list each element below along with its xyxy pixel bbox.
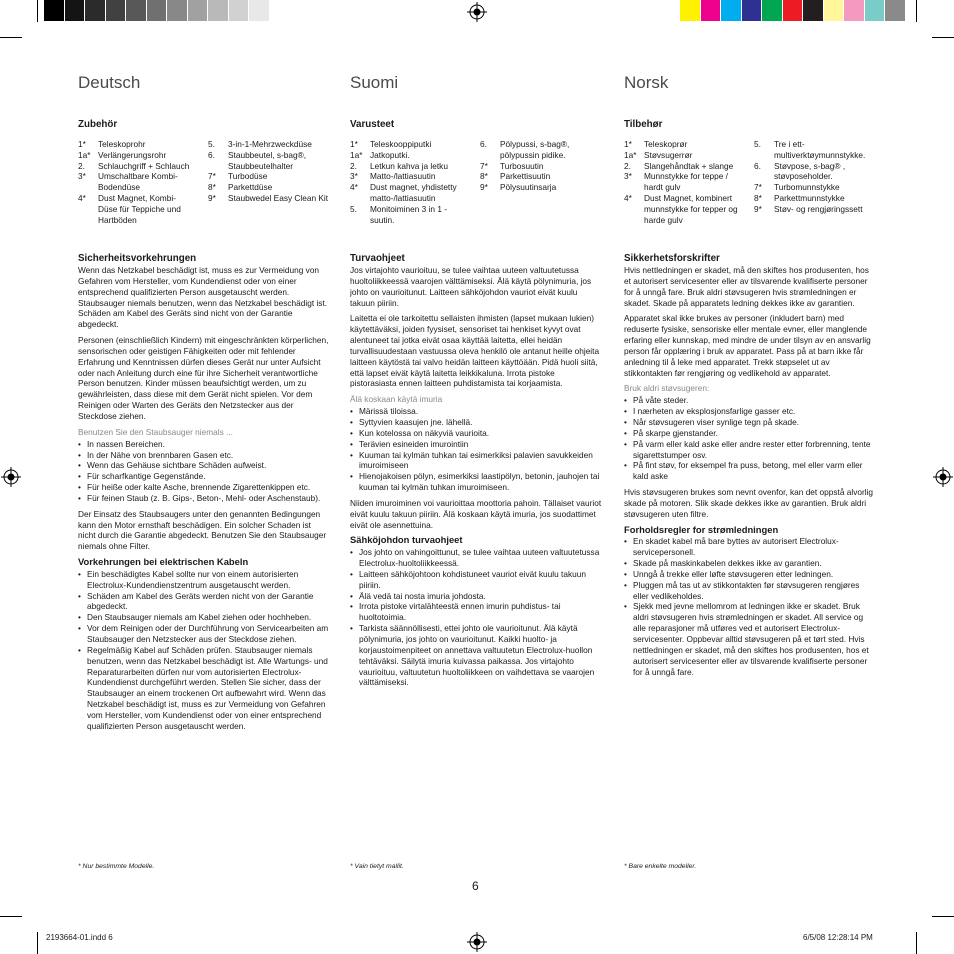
accessories-list-left — [350, 139, 470, 225]
language-heading: Suomi — [350, 73, 399, 92]
accessory-item — [78, 171, 190, 193]
accessory-number: 3* — [350, 171, 358, 182]
accessory-label: 3-in-1-Mehrzweckdüse — [228, 139, 312, 149]
body-paragraph: Apparatet skal ikke brukes av personer (inkludert barn) med reduserte fysiske, sensoriske eller mentale evner, eller manglende erfaring eller kunnskap, med mindre de under tilsyn av en ansvarlig person får opplæring i bruk av apparatet. Pass på at barn ikke får anledning til å leke med apparatet. Trekk støpselet ut av stikkontakten før rengjøring og vedlikehold av apparatet. — [624, 313, 871, 378]
body-paragraph: Wenn das Netzkabel beschädigt ist, muss es zur Vermeidung von Gefahren vom Hersteller, vom Kundendienst oder von einer entsprechend qualifizierten Person ausgetauscht werden. Staubsauger niemals benutzen, wenn das Netzkabel beschädigt ist. Schäden am Kabel des Geräts sind nicht von der Garantie abgedeckt. — [78, 265, 328, 330]
accessory-item — [480, 161, 604, 172]
accessory-label: Dust magnet, yhdistetty matto-/lattiasuutin — [370, 182, 457, 203]
accessory-label: Parkettmunnstykke — [774, 192, 845, 203]
cable-heading: Vorkehrungen bei elektrischen Kabeln — [78, 556, 249, 568]
accessory-label: Tre i ett-multiverktøymunnstykke. — [774, 139, 866, 160]
color-swatch — [844, 0, 865, 21]
footnote: * Nur bestimmte Modelle. — [78, 863, 155, 870]
accessory-number: 7* — [754, 182, 762, 193]
color-swatch — [270, 0, 291, 21]
list-item: • På våte steder. — [624, 395, 876, 406]
list-item: • Ein beschädigtes Kabel sollte nur von einem autorisierten Electrolux-Kundendienstzentrum ausgetauscht werden. — [78, 569, 330, 591]
list-item: • Terävien esineiden imurointiin — [350, 439, 602, 450]
accessory-number: 8* — [480, 171, 488, 182]
footnote: * Vain tietyt mallit. — [350, 863, 404, 870]
list-item: • Tarkista säännöllisesti, ettei johto ole vaurioitunut. Älä käytä pölynimuria, jos johto on vaurioitunut. Kaikki huolto- ja korjaustoimenpiteet on annettava valtuutetun Electrolux-huollon tehtäväksi. Säilytä imuria kuivassa paikassa. Jos virtajohto vaurioituu, valtuutetun huoltoliikkeen on vaihdettava se vaarojen välttämiseksi. — [350, 623, 602, 688]
accessory-item — [208, 139, 332, 150]
color-swatch — [742, 0, 763, 21]
language-heading: Norsk — [624, 73, 669, 92]
accessory-item — [480, 182, 604, 193]
list-item: • In der Nähe von brennbaren Gasen etc. — [78, 450, 330, 461]
accessory-number: 9* — [208, 192, 216, 203]
list-item: • Hienojakoisen pölyn, esimerkiksi laastipölyn, betonin, jauhojen tai kuuman tai kylmän tuhkan imuroimiseen. — [350, 471, 602, 493]
safety-body — [624, 265, 876, 682]
body-paragraph: Laitetta ei ole tarkoitettu sellaisten ihmisten (lapset mukaan lukien) käytettäväksi, joiden fyysiset, sensoriset tai henkiset kyvyt ovat alentuneet tai jotka eivät osaa käyttää laitetta, ellei heidän turvallisuudestaan vastuussa oleva henkilö ole antanut heille ohjeita laitteen käytöstä tai valvo heidän laitteen käyttöään. Pidä huoli siitä, että lapset eivät käytä laitetta leikkikaluna. Irrota pistoke pistorasiasta ennen laitteen puhdistamista tai korjaamista. — [350, 313, 600, 389]
safety-paragraphs — [78, 265, 330, 422]
accessory-number: 8* — [208, 182, 216, 193]
accessory-label: Letkun kahva ja letku — [370, 160, 448, 171]
registration-mark-icon — [467, 932, 487, 952]
list-item: • På fint støv, for eksempel fra puss, betong, mel eller varm eller kald aske — [624, 460, 876, 482]
color-swatch — [721, 0, 742, 21]
registration-mark-icon — [1, 467, 21, 487]
list-item: • Älä vedä tai nosta imuria johdosta. — [350, 591, 602, 602]
safety-heading: Sicherheitsvorkehrungen — [78, 253, 197, 264]
color-swatch — [85, 0, 106, 21]
color-swatch — [783, 0, 804, 21]
accessory-label: Pölysuutinsarja — [500, 182, 557, 193]
accessory-item — [754, 139, 878, 161]
crop-mark — [916, 0, 917, 22]
accessory-label: Turbodüse — [228, 171, 268, 182]
after-list-paragraph: Der Einsatz des Staubsaugers unter den genannten Bedingungen kann den Motor ernsthaft beschädigen. Ein solcher Schaden ist nicht durch die Garantie abgedeckt. Benutzen Sie den Staubsauger niemals ohne Filter. — [78, 508, 327, 552]
accessory-number: 3* — [78, 171, 86, 182]
list-item: • På varm eller kald aske eller andre rester etter forbrenning, tente sigarettstumper osv. — [624, 439, 876, 461]
accessory-item — [350, 204, 470, 226]
color-swatch — [824, 0, 845, 21]
grayscale-color-bar — [44, 0, 290, 21]
crop-mark — [0, 37, 22, 38]
accessories-list-right — [754, 139, 878, 215]
accessory-label: Teleskoprør — [644, 139, 688, 149]
cable-list — [78, 569, 330, 732]
accessory-item — [350, 171, 470, 182]
accessory-item — [480, 139, 604, 161]
never-use-label: Älä koskaan käytä imuria — [350, 394, 443, 405]
accessory-item — [754, 182, 878, 193]
accessories-heading: Varusteet — [350, 119, 395, 130]
accessory-item — [624, 161, 748, 172]
color-swatch — [208, 0, 229, 21]
accessory-label: Dust Magnet, kombinert munnstykke for tepper og harde gulv — [644, 192, 738, 225]
never-use-list — [624, 395, 876, 482]
color-swatch — [147, 0, 168, 21]
accessory-number: 4* — [624, 192, 632, 203]
list-item: • Skade på maskinkabelen dekkes ikke av garantien. — [624, 558, 876, 569]
list-item: • Den Staubsauger niemals am Kabel ziehen oder hochheben. — [78, 612, 330, 623]
never-use-list — [78, 439, 330, 504]
color-swatch — [865, 0, 886, 21]
color-swatch — [126, 0, 147, 21]
accessory-item — [350, 161, 470, 172]
registration-mark-icon — [467, 2, 487, 22]
crop-mark — [37, 932, 38, 954]
accessory-item — [208, 182, 332, 193]
list-item: • Laitteen sähköjohtoon kohdistuneet vauriot eivät kuulu takuun piiriin. — [350, 569, 602, 591]
accessory-number: 3* — [624, 171, 632, 182]
accessories-list-left — [78, 139, 190, 225]
list-item: • Vor dem Reinigen oder der Durchführung von Servicearbeiten am Staubsauger den Netzstecker aus der Steckdose ziehen. — [78, 623, 330, 645]
after-list-paragraph: Niiden imuroiminen voi vaurioittaa moottoria pahoin. Tällaiset vauriot eivät kuulu takuun piiriin. Älä koskaan käytä imuria, jos suodattimet eivät ole asennettuina. — [350, 497, 602, 530]
list-item: • In nassen Bereichen. — [78, 439, 330, 450]
accessory-number: 5. — [208, 139, 215, 149]
list-item: • En skadet kabel må bare byttes av autorisert Electrolux-servicepersonell. — [624, 536, 876, 558]
list-item: • Unngå å trekke eller løfte støvsugeren etter ledningen. — [624, 569, 876, 580]
list-item: • Når støvsugeren viser synlige tegn på skade. — [624, 417, 876, 428]
accessory-number: 2. — [624, 160, 631, 171]
accessory-number: 1a* — [78, 149, 91, 160]
never-use-list — [350, 406, 602, 493]
accessory-label: Turbosuutin — [500, 160, 544, 171]
list-item: • Jos johto on vahingoittunut, se tulee vaihtaa uuteen valtuutetussa Electrolux-huoltoliikkeessä. — [350, 547, 602, 569]
accessory-item — [754, 161, 878, 183]
cable-heading: Sähköjohdon turvaohjeet — [350, 534, 463, 546]
accessory-number: 9* — [754, 203, 762, 214]
accessory-item — [350, 150, 470, 161]
color-swatch — [885, 0, 906, 21]
accessories-heading: Zubehör — [78, 119, 118, 130]
safety-paragraphs — [350, 265, 602, 389]
accessory-number: 1a* — [624, 149, 637, 160]
accessory-label: Teleskoprohr — [98, 139, 146, 149]
accessory-number: 5. — [754, 139, 761, 149]
color-swatch — [249, 0, 270, 21]
list-item: • Kun kotelossa on näkyviä vaurioita. — [350, 428, 602, 439]
accessory-label: Jatkoputki. — [370, 149, 410, 160]
accessory-number: 1* — [78, 139, 86, 149]
print-slug-date: 6/5/08 12:28:14 PM — [803, 933, 873, 942]
page-number: 6 — [472, 879, 479, 893]
cable-heading: Forholdsregler for strømledningen — [624, 523, 779, 535]
after-list-paragraph: Hvis støvsugeren brukes som nevnt ovenfor, kan det oppstå alvorlig skade på motoren. Slik skade dekkes ikke av garantien. Bruk aldri støvsugeren uten filtre. — [624, 487, 874, 519]
list-item: • Für heiße oder kalte Asche, brennende Zigarettenkippen etc. — [78, 482, 330, 493]
accessory-number: 8* — [754, 192, 762, 203]
crop-mark — [932, 37, 954, 38]
accessory-label: Dust Magnet, Kombi-Düse für Teppiche und Hartböden — [98, 192, 181, 225]
crop-mark — [916, 932, 917, 954]
list-item: • Für feinen Staub (z. B. Gips-, Beton-, Mehl- oder Aschenstaub). — [78, 493, 330, 504]
color-swatch — [229, 0, 250, 21]
accessory-item — [78, 193, 190, 225]
registration-mark-icon — [933, 467, 953, 487]
accessories-list-right — [480, 139, 604, 193]
accessory-number: 2. — [78, 160, 85, 171]
list-item: • På skarpe gjenstander. — [624, 428, 876, 439]
accessory-number: 9* — [480, 182, 488, 193]
accessory-item — [480, 171, 604, 182]
accessory-number: 1* — [624, 139, 632, 149]
language-heading: Deutsch — [78, 73, 141, 92]
accessories-list-right — [208, 139, 332, 204]
color-swatch — [106, 0, 127, 21]
accessory-item — [78, 161, 190, 172]
accessory-number: 2. — [350, 160, 357, 171]
color-swatch — [44, 0, 65, 21]
accessory-label: Verlängerungsrohr — [98, 149, 167, 160]
list-item: • Märissä tiloissa. — [350, 406, 602, 417]
accessory-label: Staubwedel Easy Clean Kit — [228, 192, 329, 203]
accessory-number: 1a* — [350, 149, 363, 160]
body-paragraph: Personen (einschließlich Kindern) mit eingeschränkten körperlichen, sensorischen oder geistigen Fähigkeiten oder mit fehlender Erfahrung und Kenntnissen dürfen dieses Gerät nur unter Aufsicht oder nach Anleitung durch eine für ihre Sicherheit verantwortliche Person benutzen. Kinder müssen beaufsichtigt werden, um zu gewährleisten, dass diese mit dem Gerät nicht spielen. Vor dem Reinigen oder Warten des Geräts den Netzstecker aus der Steckdose ziehen. — [78, 335, 329, 421]
color-swatch — [701, 0, 722, 21]
accessory-number: 1* — [350, 139, 358, 149]
list-item: • Regelmäßig Kabel auf Schäden prüfen. Staubsauger niemals benutzen, wenn das Netzkabel beschädigt ist. Alle Wartungs- und Reparaturarbeiten dürfen nur vom autorisierten Electrolux-Kundendienst durchgeführt werden. Stellen Sie sicher, dass der Staubsauger an einem trockenen Ort aufbewahrt wird. Wenn das Netzkabel beschädigt ist, muss es zur Vermeidung von Gefahren vom Hersteller, vom Kundendienst oder von einer entsprechend qualifizierten Person ausgetauscht werden. — [78, 645, 330, 732]
list-item: • Sjekk med jevne mellomrom at ledningen ikke er skadet. Bruk aldri støvsugeren hvis strømledningen er skadet. All service og alle reparasjoner må utføres ved et autorisert Electrolux-servicesenter. Oppbevar alltid støvsugeren på et tørt sted. Hvis nettledningen er skadet, må den skiftes hos produsenten, hos et autorisert servicesenter eller av tilsvarende kvalifiserte personer for å unngå fare. — [624, 601, 876, 677]
accessory-label: Støvpose, s-bag® , støvposeholder. — [774, 160, 846, 182]
safety-body — [78, 265, 330, 737]
accessory-item — [624, 193, 748, 225]
list-item: • Irrota pistoke virtalähteestä ennen imurin puhdistus- tai huoltotoimia. — [350, 601, 602, 623]
accessory-item — [208, 150, 332, 172]
color-swatch — [65, 0, 86, 21]
cmyk-color-bar — [680, 0, 906, 21]
accessory-label: Schlauchgriff + Schlauch — [98, 160, 190, 171]
list-item: • Schäden am Kabel des Geräts werden nicht von der Garantie abgedeckt. — [78, 591, 330, 613]
color-swatch — [167, 0, 188, 21]
safety-body — [350, 265, 602, 693]
accessory-label: Munnstykke for teppe / hardt gulv — [644, 171, 728, 193]
list-item: • Syttyvien kaasujen jne. lähellä. — [350, 417, 602, 428]
accessory-item — [624, 150, 748, 161]
accessory-label: Staubbeutel, s-bag®, Staubbeutelhalter — [228, 149, 307, 171]
color-swatch — [803, 0, 824, 21]
safety-heading: Sikkerhetsforskrifter — [624, 253, 720, 264]
never-use-label: Bruk aldri støvsugeren: — [624, 383, 710, 394]
accessory-item — [208, 193, 332, 204]
accessory-item — [78, 139, 190, 150]
accessory-label: Støv- og rengjøringssett — [774, 203, 863, 214]
accessory-number: 6. — [480, 139, 487, 149]
body-paragraph: Jos virtajohto vaurioituu, se tulee vaihtaa uuteen valtuutetussa huoltoliikkeessä vaarojen välttämiseksi. Älä käytä pölynimuria, jos johto on vaurioitunut. Laitteen sähköjohdon vauriot eivät kuulu takuun piiriin. — [350, 265, 592, 308]
accessory-label: Matto-/lattiasuutin — [370, 171, 436, 182]
accessory-label: Umschaltbare Kombi-Bodendüse — [98, 171, 178, 193]
accessory-item — [754, 204, 878, 215]
accessory-item — [624, 139, 748, 150]
crop-mark — [37, 0, 38, 22]
footnote: * Bare enkelte modeller. — [624, 863, 697, 870]
accessory-number: 4* — [78, 192, 86, 203]
list-item: • Kuuman tai kylmän tuhkan tai esimerkiksi palavien savukkeiden imuroimiseen — [350, 450, 602, 472]
accessory-number: 5. — [350, 203, 357, 214]
accessory-label: Støvsugerrør — [644, 149, 693, 160]
crop-mark — [932, 916, 954, 917]
accessory-item — [350, 182, 470, 204]
accessory-label: Pölypussi, s-bag®, pölypussin pidike. — [500, 139, 570, 160]
accessory-item — [350, 139, 470, 150]
accessory-number: 6. — [208, 149, 215, 160]
list-item: • Wenn das Gehäuse sichtbare Schäden aufweist. — [78, 460, 330, 471]
list-item: • Pluggen må tas ut av stikkontakten før støvsugeren rengjøres eller vedlikeholdes. — [624, 580, 876, 602]
accessory-number: 4* — [350, 182, 358, 193]
accessory-item — [754, 193, 878, 204]
accessory-item — [208, 171, 332, 182]
accessory-item — [78, 150, 190, 161]
accessories-heading: Tilbehør — [624, 119, 663, 130]
color-swatch — [762, 0, 783, 21]
never-use-label: Benutzen Sie den Staubsauger niemals ... — [78, 426, 233, 437]
list-item: • I nærheten av eksplosjonsfarlige gasser etc. — [624, 406, 876, 417]
list-item: • Für scharfkantige Gegenstände. — [78, 471, 330, 482]
cable-list — [624, 536, 876, 677]
accessory-label: Monitoiminen 3 in 1 -suutin. — [370, 203, 448, 225]
safety-paragraphs — [624, 265, 876, 378]
accessory-label: Parkettisuutin — [500, 171, 551, 182]
color-swatch — [680, 0, 701, 21]
accessory-number: 7* — [208, 171, 216, 182]
accessory-label: Turbomunnstykke — [774, 182, 840, 193]
accessories-list-left — [624, 139, 748, 225]
accessory-label: Parkettdüse — [228, 182, 273, 193]
print-slug-file: 2193664-01.indd 6 — [46, 933, 113, 942]
safety-heading: Turvaohjeet — [350, 253, 405, 264]
accessory-item — [624, 171, 748, 193]
accessory-number: 7* — [480, 160, 488, 171]
accessory-label: Slangehåndtak + slange — [644, 160, 734, 171]
body-paragraph: Hvis nettledningen er skadet, må den skiftes hos produsenten, hos et autorisert servicesenter eller av tilsvarende kvalifiserte personer for å unngå fare. Bruk aldri støvsugeren hvis strømledningen er skadet. Skade på apparatets ledning dekkes ikke av garantien. — [624, 265, 869, 308]
accessory-number: 6. — [754, 160, 761, 171]
cable-list — [350, 547, 602, 688]
crop-mark — [0, 916, 22, 917]
color-swatch — [188, 0, 209, 21]
accessory-label: Teleskooppiputki — [370, 139, 432, 149]
